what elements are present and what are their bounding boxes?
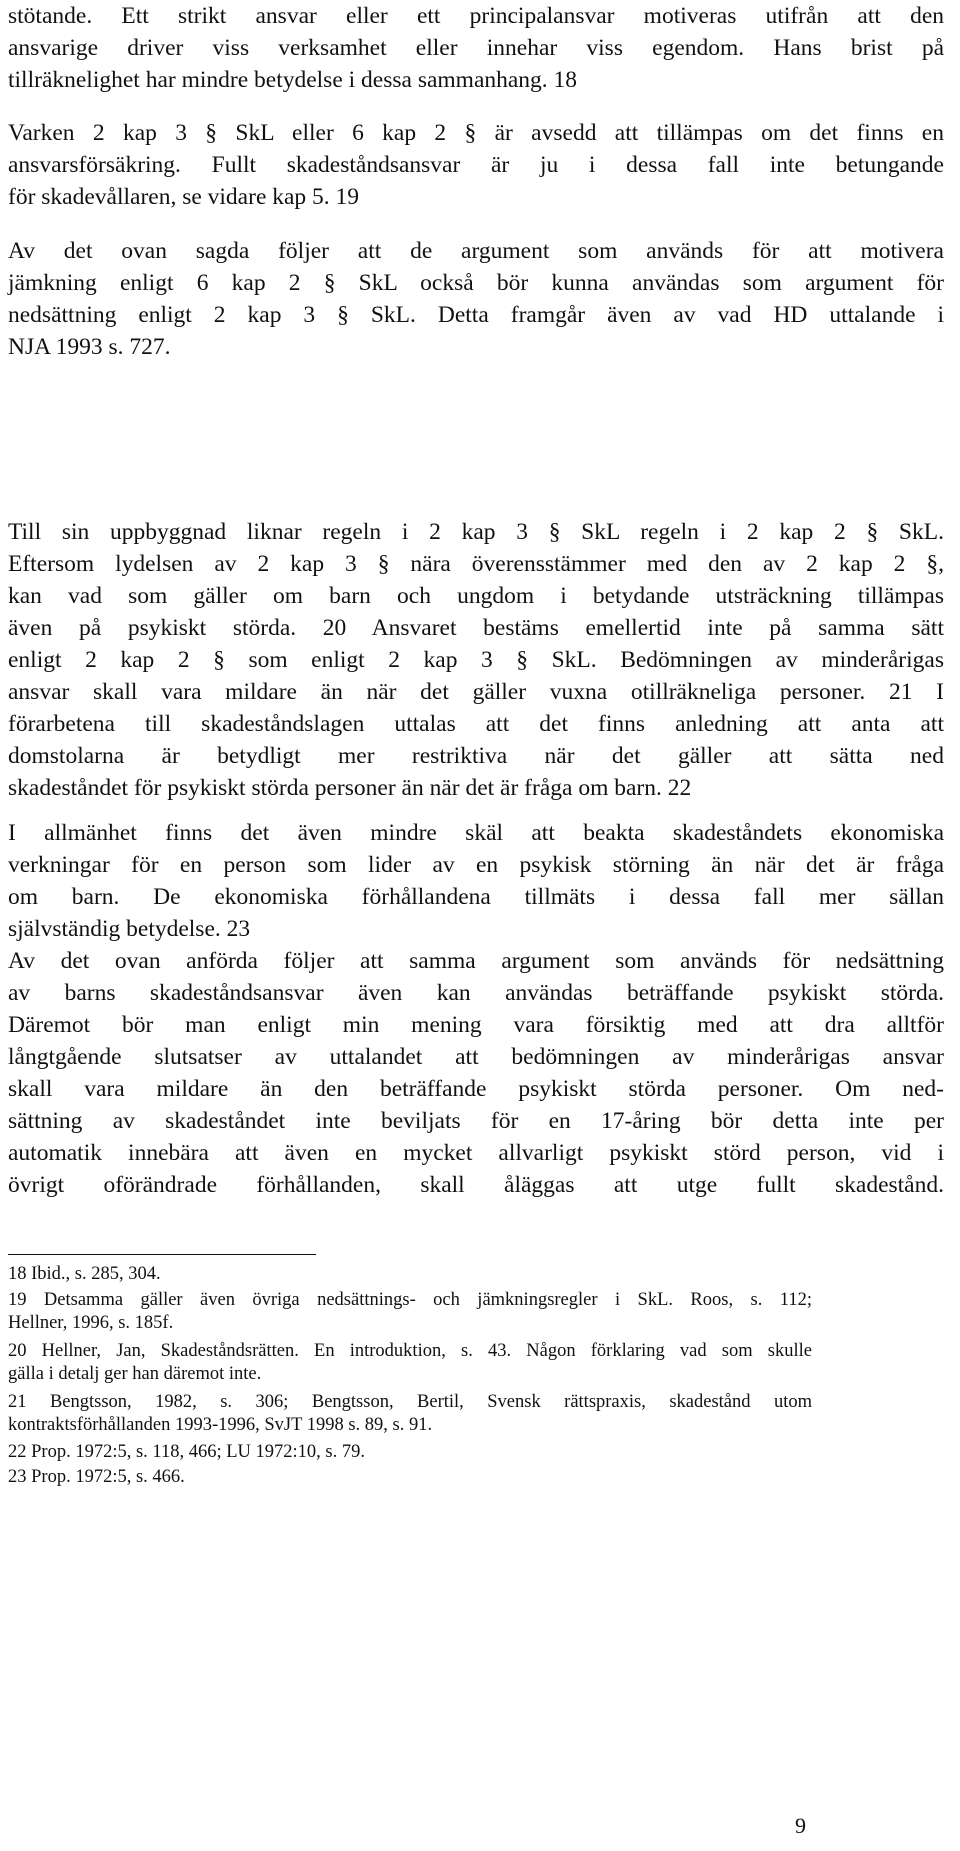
text-line: Eftersom lydelsen av 2 kap 3 § nära överensstämmer med den av 2 kap 2 §, xyxy=(8,551,944,577)
footnote-20 xyxy=(8,1340,812,1386)
footnote-line: 20 Hellner, Jan, Skadeståndsrätten. En introduktion, s. 43. Någon förklaring vad som skulle xyxy=(8,1341,812,1361)
text-line: Av det ovan anförda följer att samma argument som används för nedsättning xyxy=(8,948,944,974)
text-line: domstolarna är betydligt mer restriktiva när det gäller att sätta ned xyxy=(8,743,944,769)
footnote-divider xyxy=(8,1254,316,1255)
footnote-line: 23 Prop. 1972:5, s. 466. xyxy=(8,1467,185,1487)
paragraph-1 xyxy=(8,0,944,96)
paragraph-2 xyxy=(8,117,944,213)
page-number: 9 xyxy=(795,1813,806,1838)
text-line: verkningar för en person som lider av en psykisk störning än när det är fråga xyxy=(8,852,944,878)
text-line: enligt 2 kap 2 § som enligt 2 kap 3 § SkL. Bedömningen av minderårigas xyxy=(8,647,944,673)
footnote-19 xyxy=(8,1289,812,1335)
text-line: självständig betydelse. 23 xyxy=(8,916,251,942)
paragraph-6 xyxy=(8,945,944,1201)
text-line: tillräknelighet har mindre betydelse i dessa sammanhang. 18 xyxy=(8,67,578,93)
text-line: automatik innebära att även en mycket allvarligt psykiskt störd person, vid i xyxy=(8,1140,944,1166)
footnote-line: 21 Bengtsson, 1982, s. 306; Bengtsson, Bertil, Svensk rättspraxis, skadestånd utom xyxy=(8,1392,812,1412)
text-line: Varken 2 kap 3 § SkL eller 6 kap 2 § är avsedd att tillämpas om det finns en xyxy=(8,120,944,146)
text-line: NJA 1993 s. 727. xyxy=(8,334,171,360)
text-line: Av det ovan sagda följer att de argument som används för att motivera xyxy=(8,238,944,264)
text-line: av barns skadeståndsansvar även kan användas beträffande psykiskt störda. xyxy=(8,980,944,1006)
text-line: ansvarsförsäkring. Fullt skadeståndsansvar är ju i dessa fall inte betungande xyxy=(8,152,944,178)
text-line: ansvar skall vara mildare än när det gäller vuxna otillräkneliga personer. 21 I xyxy=(8,679,944,705)
footnote-line: 18 Ibid., s. 285, 304. xyxy=(8,1264,161,1284)
paragraph-3 xyxy=(8,235,944,363)
text-line: skall vara mildare än den beträffande psykiskt störda personer. Om ned- xyxy=(8,1076,944,1102)
footnote-line: kontraktsförhållanden 1993-1996, SvJT 1998 s. 89, s. 91. xyxy=(8,1415,433,1435)
footnote-line: 19 Detsamma gäller även övriga nedsättnings- och jämkningsregler i SkL. Roos, s. 112; xyxy=(8,1290,812,1310)
footnote-22 xyxy=(8,1441,812,1464)
text-line: även på psykiskt störda. 20 Ansvaret bestäms emellertid inte på samma sätt xyxy=(8,615,944,641)
text-line: om barn. De ekonomiska förhållandena tillmäts i dessa fall mer sällan xyxy=(8,884,944,910)
text-line: övrigt oförändrade förhållanden, skall åläggas att utge fullt skadestånd. xyxy=(8,1172,944,1198)
footnote-line: 22 Prop. 1972:5, s. 118, 466; LU 1972:10, s. 79. xyxy=(8,1442,365,1462)
text-line: stötande. Ett strikt ansvar eller ett principalansvar motiveras utifrån att den xyxy=(8,3,944,29)
text-line: nedsättning enligt 2 kap 3 § SkL. Detta framgår även av vad HD uttalande i xyxy=(8,302,944,328)
text-line: jämkning enligt 6 kap 2 § SkL också bör kunna användas som argument för xyxy=(8,270,944,296)
text-line: I allmänhet finns det även mindre skäl att beakta skadeståndets ekonomiska xyxy=(8,820,944,846)
text-line: långtgående slutsatser av uttalandet att bedömningen av minderårigas ansvar xyxy=(8,1044,944,1070)
footnote-18 xyxy=(8,1263,812,1286)
text-line: skadeståndet för psykiskt störda personer än när det är fråga om barn. 22 xyxy=(8,775,692,801)
text-line: för skadevållaren, se vidare kap 5. 19 xyxy=(8,184,360,210)
paragraph-5 xyxy=(8,817,944,945)
text-line: kan vad som gäller om barn och ungdom i betydande utsträckning tillämpas xyxy=(8,583,944,609)
text-line: Däremot bör man enligt min mening vara försiktig med att dra alltför xyxy=(8,1012,944,1038)
text-line: Till sin uppbyggnad liknar regeln i 2 kap 3 § SkL regeln i 2 kap 2 § SkL. xyxy=(8,519,944,545)
text-line: ansvarige driver viss verksamhet eller innehar viss egendom. Hans brist på xyxy=(8,35,944,61)
footnote-line: gälla i detalj ger han däremot inte. xyxy=(8,1364,262,1384)
text-line: sättning av skadeståndet inte beviljats för en 17-åring bör detta inte per xyxy=(8,1108,944,1134)
paragraph-4 xyxy=(8,516,944,804)
footnote-21 xyxy=(8,1391,812,1437)
text-line: förarbetena till skadeståndslagen uttalas att det finns anledning att anta att xyxy=(8,711,944,737)
footnote-line: Hellner, 1996, s. 185f. xyxy=(8,1313,174,1333)
footnote-23 xyxy=(8,1466,812,1489)
